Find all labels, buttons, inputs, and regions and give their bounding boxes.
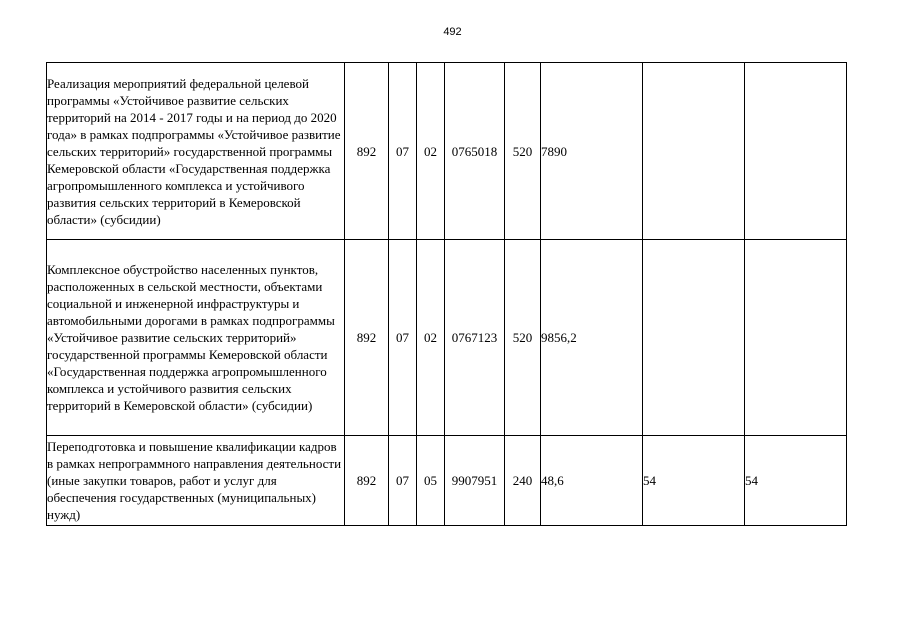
ministry-code-cell: 892 xyxy=(345,240,389,436)
sum-year-1-cell: 48,6 xyxy=(541,436,643,526)
ministry-code-cell: 892 xyxy=(345,63,389,240)
subsection-code-cell: 05 xyxy=(417,436,445,526)
budget-table xyxy=(46,62,847,526)
sum-year-1-cell: 7890 xyxy=(541,63,643,240)
table-row xyxy=(47,436,847,526)
target-article-cell: 9907951 xyxy=(445,436,505,526)
expense-type-cell: 240 xyxy=(505,436,541,526)
expense-name-cell: Переподготовка и повышение квалификации кадров в рамках непрограммного направления деятельности (иные закупки товаров, работ и услуг для обеспечения государственных (муниципальных) нужд) xyxy=(47,436,345,526)
sum-year-1-cell: 9856,2 xyxy=(541,240,643,436)
sum-year-3-cell: 54 xyxy=(745,436,847,526)
expense-name-cell: Комплексное обустройство населенных пунктов, расположенных в сельской местности, объектами социальной и инженерной инфраструктуры и автомобильными дорогами в рамках подпрограммы «Устойчивое развитие сельских территорий» государственной программы Кемеровской области «Государственная поддержка агропромышленного комплекса и устойчивого развития сельских территорий в Кемеровской области» (субсидии) xyxy=(47,240,345,436)
sum-year-2-cell xyxy=(643,240,745,436)
ministry-code-cell: 892 xyxy=(345,436,389,526)
expense-type-cell: 520 xyxy=(505,240,541,436)
section-code-cell: 07 xyxy=(389,240,417,436)
sum-year-2-cell xyxy=(643,63,745,240)
target-article-cell: 0765018 xyxy=(445,63,505,240)
expense-name-cell: Реализация мероприятий федеральной целевой программы «Устойчивое развитие сельских территорий на 2014 - 2017 годы и на период до 2020 года» в рамках подпрограммы «Устойчивое развитие сельских территорий» государственной программы Кемеровской области «Государственная поддержка агропромышленного комплекса и устойчивого развития сельских территорий в Кемеровской области» (субсидии) xyxy=(47,63,345,240)
target-article-cell: 0767123 xyxy=(445,240,505,436)
subsection-code-cell: 02 xyxy=(417,240,445,436)
section-code-cell: 07 xyxy=(389,63,417,240)
page-number: 492 xyxy=(443,26,462,38)
table-row xyxy=(47,240,847,436)
table-row xyxy=(47,63,847,240)
sum-year-2-cell: 54 xyxy=(643,436,745,526)
expense-type-cell: 520 xyxy=(505,63,541,240)
sum-year-3-cell xyxy=(745,63,847,240)
subsection-code-cell: 02 xyxy=(417,63,445,240)
sum-year-3-cell xyxy=(745,240,847,436)
section-code-cell: 07 xyxy=(389,436,417,526)
